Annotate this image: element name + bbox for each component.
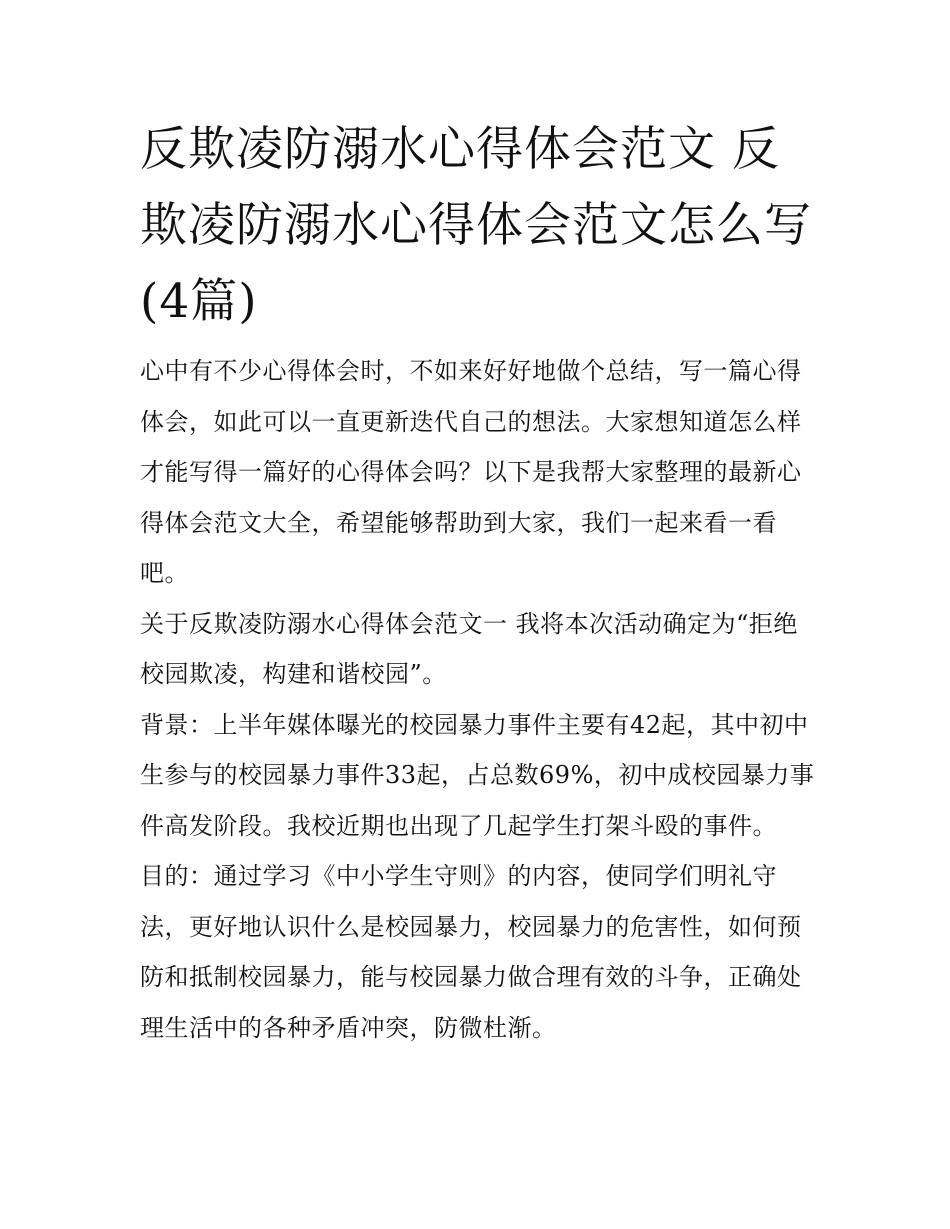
essay-one-heading-paragraph: 关于反欺凌防溺水心得体会范文一 我将本次活动确定为“拒绝校园欺凌，构建和谐校园”。 bbox=[140, 609, 798, 688]
intro-paragraph: 心中有不少心得体会时，不如来好好地做个总结，写一篇心得体会，如此可以一直更新迭代自己的想法。大家想知道怎么样才能写得一篇好的心得体会吗？以下是我帮大家整理的最新心得体会范文大全，希望能够帮助到大家，我们一起来看一看吧。 bbox=[140, 357, 802, 587]
document-title: 反欺凌防溺水心得体会范文 反欺凌防溺水心得体会范文怎么写(4篇) bbox=[140, 122, 812, 329]
document-body bbox=[140, 112, 816, 1053]
purpose-paragraph: 目的：通过学习《中小学生守则》的内容，使同学们明礼守法，更好地认识什么是校园暴力，校园暴力的危害性，如何预防和抵制校园暴力，能与校园暴力做合理有效的斗争，正确处理生活中的各种矛盾冲突，防微杜渐。 bbox=[140, 862, 802, 1042]
background-paragraph: 背景：上半年媒体曝光的校园暴力事件主要有42起，其中初中生参与的校园暴力事件33起，占总数69%，初中成校园暴力事件高发阶段。我校近期也出现了几起学生打架斗殴的事件。 bbox=[140, 710, 815, 840]
